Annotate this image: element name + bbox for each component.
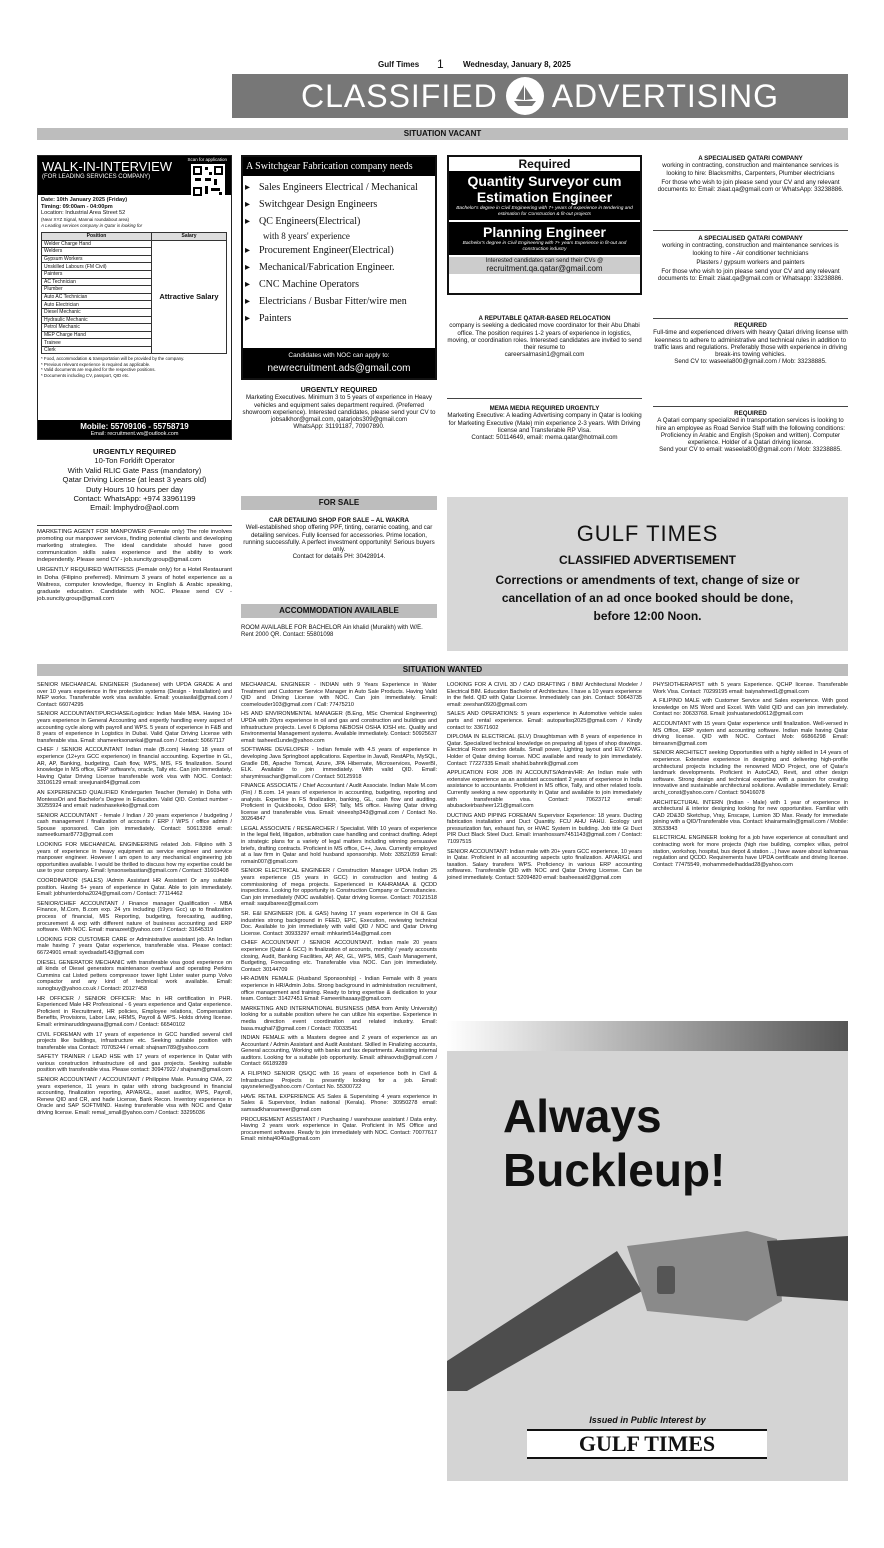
forklift-ad [37,447,232,513]
switchgear-list [243,179,435,327]
switchgear-title: A Switchgear Fabrication company needs [243,157,435,176]
classified-banner [232,74,848,118]
wanted-item: DUCTING AND PIPING FOREMAN Supervisor Experience: 18 years. Ducting fabrication installation and Duct Quantity. FCU AHU FAHU. Ecology unit pressurization fan, exhaust fan, or HVAC System in building. Job title Gi Duct PIR Duct Black Steel Duct. Email: irnanhossam7451143@gmail.com / Contact: 71097515 [447,812,642,846]
section-situation-vacant: SITUATION VACANT [37,128,848,140]
wanted-item: SENIOR ACCOUNTANT - female / Indian / 20 years experience / budgeting / cash management / finalization of accounts / ERP / WPS / office admin / Spouse sponsored. Can join immediately. Contact: 50613398 email: sameetkumar8773@gmail.com [37,812,232,839]
wanted-item: AN EXPERIENCED QUALIFIED Kindergarten Teacher (female) in Doha with MontessOri and Bachelor's Degree in Education. Valid QID. Contact number - 30255924 and email: nadeshasekeko@gmail.com [37,789,232,810]
mema-title: MEMA MEDIA REQUIRED URGENTLY [489,405,600,412]
walk-in-contact [38,420,231,439]
divider [653,406,848,407]
wanted-item: APPLICATION FOR JOB IN ACCOUNTS/Admin/HR: An Indian male with extensive experience as an assistant accountant 2 years of experience in India assistance to accountants. Proficient in MS office, Tally, and other related tools. Currently seeking a new opportunity in Qatar and available to join immediately with transferable visa. Contact: 70623712 email: abubackeirbasheer121@gmail.com [447,770,642,810]
right-ad-title: A SPECIALISED QATARI COMPANY [698,235,803,242]
wanted-item: SENIOR ACCOUNTANT/PURCHASE/Logistics: Indian Male MBA. Having 10+ years experience in General Accounting and expertly handling every aspect of accounting cycle along with payroll and WPS. 5 years of experience in F&B and 8 years of experience in Logistics in Dubai. Valid Qatar Driving License with transferable visa. Email: shameerksonankal@gmail.com / Contact: 50667117 [37,711,232,744]
notice-title: GULF TIMES [576,521,719,546]
position-row: MEP Charge Hand [42,331,152,339]
switchgear-item: ▸ Painters [243,310,435,327]
right-ad-1 [653,155,848,193]
positions-table [41,232,227,355]
right-ad-body: working in contracting, construction and maintenance services is looking to hire: Blacksmiths, Carpenters, Plumber electricians [662,162,839,177]
wanted-item: INDIAN FEMALE with a Masters degree and 2 years of experience as an Accountant / Admin Assistant and Audit Assistant. Skilled in Finalizing accounts, General accounting, Working with banks and tax departments. Assisting internal auditors. Looking for a suitable job opportunity. Email: athiraovds@gmail.com / Contact: 66189289 [241,1035,437,1068]
qs-required: Required [518,157,571,171]
position-row: Gypsum Workers [42,255,152,263]
notice-line: before 12:00 Noon. [593,609,702,623]
position-row: Auto Electrician [42,301,152,309]
notice-line: cancellation of an ad once booked should be done, [501,591,794,605]
switchgear-item: ▸ Procurement Engineer(Electrical) [243,242,435,259]
divider [653,318,848,319]
buckleup-issued: Issued in Public Interest by [589,1415,706,1425]
wanted-item: HR-ADMIN FEMALE (Husband Sponsorship) - Indian Female with 8 years experience in HR/Admin Jobs. Strong background in administration recruitment, office management and training. Ready to bring expertise & dedication to your team. Contact: 31427451 Email: Fameeriihasaay@gmail.com [241,976,437,1003]
divider [653,230,848,231]
salary-cell: Attractive Salary [152,240,227,354]
wanted-item: A FILIPINO SENIOR QS/QC with 16 years of experience both in Civil & Infrastructure Projects is presently looking for a job. Email: qaysnelene@yahoo.com / Contact No. 55300722 [241,1071,437,1091]
buckleup-top-band [447,1021,848,1051]
forklift-line: Duty Hours 10 hours per day [85,484,184,494]
col-salary: Salary [152,232,227,240]
walk-in-location: Location: Industrial Area Street 52 [41,210,126,217]
car-detailing-ad [241,517,437,561]
qs-desc-2: Bachelor's degree in Civil Engineering with 7+ years Experience in fit-out and construction industry [462,241,627,252]
switchgear-item: ▸ Electricians / Busbar Fitter/wire men [243,293,435,310]
wanted-item: SAFETY TRAINER / LEAD HSE with 17 years of experience in Qatar with various construction infrastructure oil and gas projects. Seeking suitable position with transferable visa. Please contact: 30947922 / shajnam@gmail.com [37,1054,232,1074]
wanted-item: CHIEF / SENIOR ACCOUNTANT Indian male (B.com) Having 18 years of experience (12+yrs GCC experience) in financial accounting. Expertise in GL, AR, AP, Banking, budgeting, Cash flow, WPS, MIS, FS finalization. Sound knowledge in MS office, ERP software's, oracle, Tally etc. Can join immediately. Having Qatar Driving License transferable work visa with NOC. Contact: 33106129 email: sreejunair84@gmail.com [37,747,232,787]
col-position: Position [42,232,152,240]
forklift-line: 10-Ton Forklift Operator [94,456,175,466]
position-row: Clerk [42,346,152,354]
section-situation-wanted: SITUATION WANTED [37,664,848,676]
scan-label: Scan for application [187,157,227,162]
wanted-item: SENIOR ACCOUNTANT: Indian male with 20+ years GCC experience, 10 years in Qatar. Proficient in all accounting aspects upto finalization. AP/AR/GL and taxation. Salary transfers WPS. Proficiency in various ERP accounting softwares. Transferable QID with NOC and Qatar Driving License. Can be joined immediately. Contact: 52094820 email: basheesaid2@gmail.com [447,848,642,882]
urgent-emails: jobsalkhor@gmail.com, qatarjobs309@gmail.com [270,416,408,424]
mema-ad [447,405,642,441]
position-row: Unskilled Labours (FM Civil) [42,263,152,271]
wanted-column-2 [241,682,437,1146]
qs-contact-2: recruitment.qa.qatar@gmail.com [486,264,603,274]
classified-item: URGENTLY REQUIRED WAITRESS (Female only) for a Hotel Restaurant in Doha (Filipino preferred). Minimum 3 years of hotel experience as a Waitress, computer knowledge, fluency in English & Arabic speaking, graduate education. Candidate with NOC. Please send CV - job.suncity.group@gmail.com [37,567,232,602]
relocation-email: careersalmasin1@gmail.com [504,351,585,359]
right-ad-2 [653,235,848,283]
issue-date: Wednesday, January 8, 2025 [463,60,571,69]
urgent-body: Marketing Executives. Minimum 3 to 5 years of experience in Heavy vehicles and equipment sales department required. (Preferred showroom experience). Interested candidates, please send your CV to [242,394,436,416]
walk-in-date: Date: 10th January 2025 (Friday) [41,197,128,203]
mema-contact: Contact: 50114649, email: mema.qatar@hotmail.com [471,434,618,442]
forklift-line: Email: lmphydro@aol.com [90,503,179,513]
wanted-item: LEGAL ASSOCIATE / RESEARCHER / Specialist. With 10 years of experience in the legal field, litigation, arbitration case handling and contract drafting. Adept in strategic plans for a variety of legal matters including winning persuasive briefs, drafting contracts. Proficient in MS office, C++, Java. Currently employed at a law firm in Qatar and hold husband sponsorship. Mob: 33521059 Email: romain007@gmail.com [241,825,437,865]
position-row: Trainee [42,339,152,347]
wanted-item: ACCOUNTANT with 15 years Qatar experience until finalization. Well-versed in MS Office, ERP system and accounting software. Indian male having Qatar driving license. QID with NOC. Contact Mob: 66866298 Email: bimsanvn@gmail.com [653,720,848,747]
apply-label: Candidates with NOC can apply to: [288,352,390,359]
forklift-line: Qatar Driving License (at least 3 years old) [62,475,207,485]
qs-title-2: Estimation Engineer [476,189,613,205]
switchgear-item: ▸ Mechanical/Fabrication Engineer. [243,259,435,276]
footnote: * Documents including CV, passport, QID etc. [41,372,130,378]
walk-in-location-note: (Near XYZ Signal, Mannai roundabout area) [41,216,130,222]
switchgear-item: ▸ Switchgear Design Engineers [243,196,435,213]
wanted-item: PHYSIOTHERAPIST with 5 years Experience. QCHP license. Transferable Work Visa. Contact: 70299195 email: baiynahmed1@gmail.com [653,682,848,695]
apply-email: newrecruitment.ads@gmail.com [267,363,411,374]
relocation-ad [447,315,642,359]
wanted-column-1 [37,682,232,1120]
qs-desc-1: Bachelor's degree in Civil Engineering with 7+ years of experience in tendering and estimation for Construction & fit-out projects [456,206,633,217]
wanted-item: MARKETING AND INTERNATIONAL BUSINESS (MBA from Amity University) looking for a suitable position where he can utilize his expertise. Experience in media direction event coordination and related industry. Email: basa.mughal7@gmail.com / Contact: 70033541 [241,1005,437,1032]
position-row: Welders [42,248,152,256]
notice-line: Corrections or amendments of text, change of size or [495,573,800,587]
walk-in-timing: Timing: 09:00am - 04:00pm [41,203,113,210]
right-ad-body: working in contracting, construction and maintenance services is looking to hire - Air conditioner technicians [662,242,839,257]
buckleup-ad [447,1021,848,1481]
wanted-item: SENIOR ARCHITECT seeking Opportunities with a highly skilled in 14 years of experience. Extensive experience in designing and delivering high-profile architectural projects including the renowned MDD Project, one of Qatar's landmark developments. Proficient in AutoCAD, Revit, and other design software. Strong design and technical expertise with a passion for creating innovative and sustainable architectural solutions. Available immediately. Email: archi_const@yahoo.com / Contact: 50416078 [653,750,848,796]
wanted-item: SENIOR/CHIEF ACCOUNTANT / Finance manager Qualification - MBA Finance, M.Com, B.com exp. 24 yrs including (19yrs Gcc) up to finalization process of financial, MIS Reporting, budgeting, forecasting, auditing, procurement & exp with different nature of business accounting and ERP software. With NOC. Email: manazeet@yahoo.com / Contact: 31645319 [37,900,232,934]
wanted-item: DIESEL GENERATOR MECHANIC with transferable visa good experience on all kinds of Diesel generators maintenance overhaul and operating Perkins Cummins cat Listed petters compressor tower light Lister water pump Volvo compactor and any kind of technical work available. Email: sunogbuy@yahoo.co.uk / Contact: 20127458 [37,959,232,992]
buckleup-line2: Buckleup! [503,1144,726,1196]
mema-body: Marketing Executive: A leading Advertising company in Qatar is looking for Marketing Executive (Male) min experience 2-3 years. With Driving license and Transferable RP Visa. [447,412,642,434]
wanted-item: SOFTWARE DEVELOPER - Indian female with 4.5 years of experience in developing Java Springboot applications. Expertise in Java8, RestAPIs, MySQL, Gradle DB, Apache Tomcat, Azure, JPA Hibernate, Microservices, PowerBI, ELK. Available to join immediately. With valid QID. Email: sharyminsachar@gmail.com / Contact: 50125918 [241,747,437,780]
notice-subtitle: CLASSIFIED ADVERTISEMENT [559,553,736,567]
right-ad-3 [653,322,848,366]
wanted-item: A FILIPINO MALE with Customer Service and Sales experience. With good knowledge on MS Word and Excel. With Valid QID and can join immediately. Contact no: 30633768. Email: joshuatanedo0612@gmail.com [653,698,848,718]
wanted-item: LOOKING FOR A CIVIL 3D / CAD DRAFTING / BIM/ Architectural Modeler / Electrical BIM. Education Bachelor of Architecture. I have a 10 years experience in the field. QID with Qatar License. Immediately can join. Contact: 50643735 email: zeeshan0920@gmail.com [447,682,642,708]
right-ad-body: A Qatari company specialized in transportation services is looking to hire an employee as Road Service Staff with the following conditions: Proficiency in Arabic and English (Spoken and written). Computer experience. Holder of a Qatari driving license. [655,417,846,447]
right-ad-title: REQUIRED [734,322,767,329]
qr-code-icon [191,164,225,198]
banner-right-text: ADVERTISING [551,77,780,114]
position-row: Auto AC Technician [42,293,152,301]
right-ad-title: A SPECIALISED QATARI COMPANY [698,155,803,162]
walk-in-mobile: Mobile: 55709106 - 55758719 [80,422,189,431]
buckleup-line1: Always [503,1090,662,1142]
wanted-item: SENIOR MECHANICAL ENGINEER (Sudanese) with UPDA GRADE A and over 10 years experience in fire protection systems (Design - Installation) and MEP works. Transferable work visa available. Email: yousiasilal@gmail.com / Contact: 66074295 [37,682,232,708]
qs-title-block [449,171,640,220]
wanted-item: LOOKING FOR CUSTOMER CARE or Administrative assistant job. An Indian male having 7 years Qatar experience, transferable visa. Please contact: 66724901 email: syedsadaf143@gmail.com [37,936,232,956]
wanted-item: SALES AND OPERATIONS: 5 years experience in Automotive vehicle sales parts and rental experience. Email: autoparlisq2025@gmail.com / Kindly contact to: 33671602 [447,711,642,731]
divider [37,525,232,526]
banner-left-text: CLASSIFIED [300,77,498,114]
walk-in-header [38,156,231,195]
wanted-item: LOOKING FOR MECHANICAL ENGINEERING related Job. Filipino with 3 years of experience in heavy equipment as service engineer and service manpower engineer. However I am open to any mechanical engineering job opportunities available. I would be thrilled to discuss how my expertise could be use to your company. Email: lynsonsebastian@gmail.com / Contact: 31603408 [37,842,232,875]
wanted-item: ELECTRICAL ENGINEER looking for a job have experience at consultant and contracting work for more projects (high rise building, complex villas, petrol station, workshop, hospital, bus depot & station ...) have aware about kahramaa regulation and QCDD. Requirements have UPDA certificate and driving license. Contact: 77475549, mohammedelhaddad28@yahoo.com [653,835,848,868]
car-title: CAR DETAILING SHOP FOR SALE – AL WAKRA [268,517,410,524]
switchgear-item: ▸ Sales Engineers Electrical / Mechanical [243,179,435,196]
urgent-whatsapp: WhatsApp: 31191187, 70907890. [293,423,385,431]
wanted-item: SENIOR ACCOUNTANT / ACCOUNTANT / Philippine Male. Pursuing CMA, 22 years experience, 11 years in qatar with strong background in financial accounting, finalization reporting, AP/AR/GL, asset auditor, WPS, Payroll, Renew QID and CR, and hade License, Bank Recon. Inventory experience in Oracle and SAP SOFTMIND. Having transferable visa with NOC and Qatar driving license. Email: remal_small@yahoo.com / Contact: 33295036 [37,1077,232,1117]
right-ad-extra: Send your CV to email: waseela800@gmail.com / Mob: 33238885. [659,446,842,454]
walk-in-title: WALK-IN-INTERVIEW [42,159,173,174]
wanted-item: SR. E&I ENGINEER (OIL & GAS) having 17 years experience in Oil & Gas industries strong background in FEED, EPC, Execution, reviewing technical Doc. Available to join immediately with valid QID / NOC and Qatar Driving License. Contact: 30933297 email: mhkarim514a@gmail.com [241,911,437,937]
right-ad-4 [653,410,848,454]
walk-in-email: Email: recruitment.ws@outlook.com [90,431,179,437]
seatbelt-icon [447,1211,848,1391]
wanted-item: CHIEF ACCOUNTANT / SENIOR ACCOUNTANT. Indian male 20 years experience (Qatar & GCC) in finalization of accounts, monthly / yearly accounts closing, Audit, Banking Facilities, AP, AR, GL, WPS, MIS, Cash Management, Budgeting, Forecasting etc. Transferable visa NOC. Can join immediately. Contact: 30144709 [241,940,437,973]
right-ad-body: Full-time and experienced drivers with heavy Qatari driving license with keenness to adhere to administrative and technical rules in addition to traffic laws and regulations. Preferably those with experience in driving break-ins towing vehicles. [653,329,848,359]
qs-planning-block [449,222,640,255]
buckleup-brand: GULF TIMES [527,1429,767,1459]
switchgear-ad [241,155,437,380]
car-body: Well-established shop offering PPF, tinting, ceramic coating, and car detailing services. Fully licensed for accessories. Prime location, running successfully. A perfect investment opportunity! Serious buyers only. [243,524,435,554]
walk-in-ad [37,155,232,440]
right-ad-extra: Plasters / gypsum workers and painters [696,258,805,266]
section-for-sale: FOR SALE [241,496,437,510]
footnote: * Previous relevant experience is required as applicable. [41,361,151,367]
qs-contact [449,257,640,274]
room-ad: ROOM AVAILABLE FOR BACHELOR Ain khalid (Muraikh) with W/E. Rent 2000 QR. Contact: 55801098 [241,625,423,639]
wanted-item: DIPLOMA IN ELECTRICAL (ELV) Draughtsman with 8 years of experience in Qatar. Specialized technical knowledge on preparing all types of shop drawings. Electrical Room section details. Small power, Lighting layout and ELV DWG. Holder of Qatar driving license. NOC available and ready to join immediately. Contact: 77227335 Email: shahid.bahnrik@gmail.com [447,734,642,767]
wanted-item: PROCUREMENT ASSISTANT / Purchasing / warehouse assistant / Data entry. Having 2 years work experience in Qatar. Proficient in MS Office and procurement software. Ready to join immediately with NOC. Contact: 70077617 Email: minhaj4040a@gmail.com [241,1116,437,1143]
relocation-body: company is seeking a dedicated move coordinator for their Abu Dhabi office. The position requires 1-2 years of experience in logistics, moving, or coordination roles. Interested candidates are invited to send their resume to [447,322,642,352]
switchgear-item: ▸ CNC Machine Operators [243,276,435,293]
qc-note: with 8 years' experience [263,231,350,241]
position-row: Diesel Mechanic [42,308,152,316]
forklift-line: Contact: WhatsApp: +974 33961199 [73,494,196,504]
wanted-item: HR OFFICER / SENIOR OFFICER: Msc in HR certification in PHR. Experienced Male HR Professional - 6 years experience and Qatar experience. Proficient in Recruitment, HR policies, Employee relations, Compensation Benefits, Provisions, Labor Law, HRMS, Payroll & WPS. Holds driving license. Email: eriminaruddingwana@gmail.com / Contact: 66540102 [37,995,232,1028]
forklift-line: With Valid RLIC Gate Pass (mandatory) [67,465,202,475]
paper-name: Gulf Times [378,60,420,69]
wanted-item: ARCHITECTURAL INTERN (Indian - Male) with 1 year of experience in architectural & interior designing looking for new opportunities. Familiar with CAD 2D&3D Sketchup, Vray, Enscape, Lumion 3D Max. Ready for immediate joining with a QID/Transferable visa. Contact: khairarmalin@gmail.com / Mobile: 30533843 [653,799,848,832]
car-contact: Contact for details PH: 30428914. [292,553,386,561]
walk-in-subtitle: (FOR LEADING SERVICES COMPANY) [42,174,151,180]
wanted-column-3 [447,682,642,885]
divider [447,398,642,399]
right-ad-extra: For those who wish to join please send your CV and any relevant documents to: Email: ziaat.qa@gmail.com or WhatsApp: 33238886. [657,178,844,194]
position-row: Petrol Mechanic [42,324,152,332]
section-accommodation: ACCOMMODATION AVAILABLE [241,604,437,618]
planning-title: Planning Engineer [483,224,606,241]
wanted-item: MECHANICAL ENGINEER - INDIAN with 9 Years Experience in Water Treatment and Customer Service Manager in Auto Sale Products. Having Valid QID and Driving License with NOC. Can join immediately. Email: cosmelouder103@gmail.com / Call: 77475210 [241,682,437,708]
classified-item: MARKETING AGENT FOR MANPOWER (Female only) The role involves promoting our manpower services, finding potential clients and developing marketing strategies. The ideal candidate should have good communication skills sales experience and the ability to work independently. Please send CV - job.suncity.group@gmail.com [37,529,232,564]
wanted-column-4 [653,682,848,871]
position-row: AC Technician [42,278,152,286]
wanted-item: CIVIL FOREMAN with 17 years of experience in GCC handled several civil projects like buildings, infrastructure etc. Seeking suitable position with transferable visa Contact: 70705244 / email: shajnam789@yahoo.com [37,1031,232,1051]
urgent-title: URGENTLY REQUIRED [300,387,378,394]
right-ad-extra: Send CV to: waseela800@gmail.com / Mob: 33238885. [674,358,827,366]
position-row: Hydraulic Mechanic [42,316,152,324]
switchgear-apply [243,348,435,378]
position-row: Welder Charge Hand [42,240,152,248]
wanted-item: HS AND ENVIRONMENTAL MANAGER (B.Eng, MSc Chemical Engineering) UPDA with 20yrs experience in oil and gas and construction and buildings and infrastructure projects. Level 6 Diploma NEBOSH OSHA IOSH etc. Quality and Environmental Management systems. Available immediately. Contact: 50925637 email: tasheed1unde@yahoo.com [241,711,437,744]
right-ad-title: REQUIRED [734,410,767,417]
footnote: * Valid documents are required for the respective positions. [41,367,156,373]
right-ad-extra2: For those who wish to join please send your CV and any relevant documents to: Email: ziaat.qa@gmail.com or Whatsapp: 33238886. [657,268,844,283]
masthead [0,0,884,72]
left-classifieds [37,529,232,606]
switchgear-item: ▸ QC Engineers(Electrical) [243,213,435,230]
urgent-marketing-ad [241,387,437,431]
position-row: Painters [42,270,152,278]
qs-ad [447,155,642,295]
wanted-item: COORDINATOR (SALES) /Admin Assistant HR Assistant Or any suitable position. Having 5+ years of experience in Qatar. Able to join immediately. Email: jobhunterdoha2024@gmail.com / Contact: 77114462 [37,878,232,898]
position-row: Plumber [42,286,152,294]
wanted-item: HAVE RETAIL EXPERIENCE AS Sales & Supervising 4 years experience in Sales & Supervisor, Indian national (Kerala). Phone: 30950278 email: samsadkhansameer@gmail.com [241,1093,437,1114]
footnote: * Food, accommodation & transportation will be provided by the company. [41,356,185,362]
gulf-times-notice [447,497,848,651]
walk-in-note: A Leading services company in Qatar is looking for [41,223,143,229]
qs-title-1: Quantity Surveyor cum [467,173,622,189]
page-number: 1 [437,57,444,71]
ship-logo-icon [506,77,544,115]
wanted-item: FINANCE ASSOCIATE / Chief Accountant / Audit Associate. Indian Male M.com (Fin) / B.com. 14 years of experience in accounting, budgeting, reporting and analysis. Expertise in FS finalization, banking, GL, cash flow and auditing. Proficient in Quickbooks, Odoo ERP, Tally, MS office. Having Qatar driving license and transferable visa. Email: vineeshp343@gmail.com / Contact No. 30264847 [241,783,437,823]
relocation-title: A REPUTABLE QATAR-BASED RELOCATION [478,315,611,322]
forklift-title: URGENTLY REQUIRED [92,447,177,456]
qs-contact-1: Interested candidates can send their CVs @ [485,258,604,265]
wanted-item: SENIOR ELECTRICAL ENGINEER / Construction Manager UPDA Indian 25 years experience (15 years in GCC) in construction and testing & commissioning of mega projects. Experienced in KAHRAMAA & QCDD inspections. Looking for opportunity in Construction Company or Consultancies. Can join immediately (NOC available). Qatar driving license. Contact: 70121518 email: saquibareez@gmail.com [241,868,437,908]
